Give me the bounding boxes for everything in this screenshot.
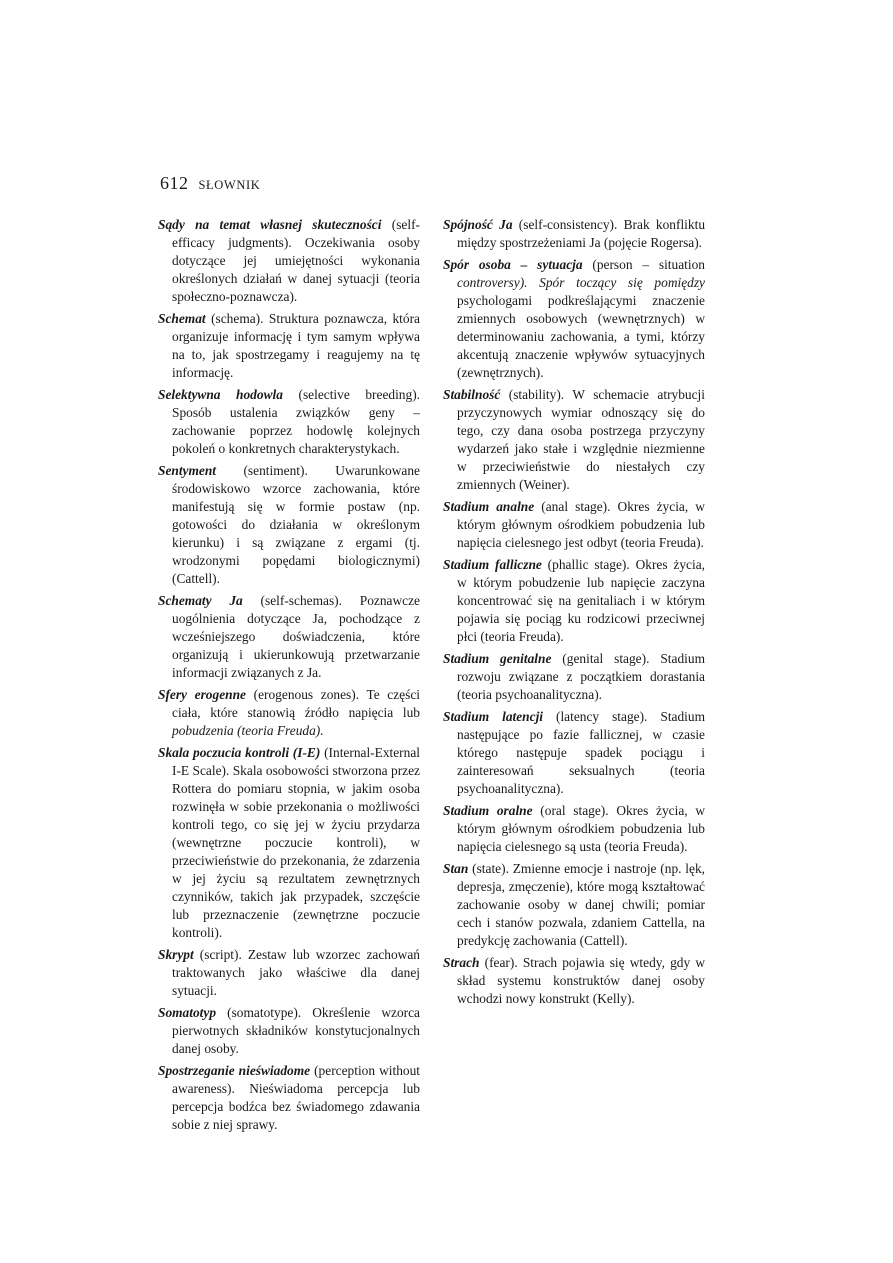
glossary-entry xyxy=(443,802,705,856)
entry-term: Sentyment xyxy=(158,463,217,478)
entry-term: Schematy Ja xyxy=(158,593,243,608)
entry-definition: (state). Zmienne emocje i nastroje (np. lęk, depresja, zmęczenie), które mogą kształtować zachowanie osoby w danej chwili; pomiar cech i stanów pozwala, zdaniem Cattella, na predykcję zachowania (Cattell). xyxy=(457,861,705,948)
entry-term: Stabilność xyxy=(443,387,501,402)
entry-definition: (fear). Strach pojawia się wtedy, gdy w skład systemu konstruktów danej osoby wchodzi nowy konstrukt (Kelly). xyxy=(457,955,705,1006)
glossary-entry xyxy=(443,556,705,646)
entry-definition-cont: psychologami podkreślającymi znaczenie zmiennych osobowych (wewnętrznych) w determinowaniu zachowania, a tymi, którzy akcentują znaczenie wpływów sytuacyjnych (zewnętrznych). xyxy=(457,293,705,380)
entry-term: Spostrzeganie nieświadome xyxy=(158,1063,311,1078)
glossary-entry xyxy=(158,216,420,306)
glossary-entry xyxy=(158,946,420,1000)
entry-definition: (script). Zestaw lub wzorzec zachowań traktowanych jako właściwe dla danej sytuacji. xyxy=(172,947,420,998)
entry-definition: (perception without awareness). Nieświadoma percepcja lub percepcja bodźca bez świadomego zdawania sobie z niej sprawy. xyxy=(172,1063,420,1132)
entry-definition: (person – situation xyxy=(582,257,705,272)
glossary-column-left xyxy=(158,216,420,1138)
entry-term: Skala poczucia kontroli (I-E) xyxy=(158,745,321,760)
entry-definition: (genital stage). Stadium rozwoju związane z początkiem dorastania (teoria psychoanalityczna). xyxy=(457,651,705,702)
entry-definition: (oral stage). Okres życia, w którym głównym ośrodkiem pobudzenia lub napięcia cielesnego są usta (teoria Freuda). xyxy=(457,803,705,854)
entry-definition: (sentiment). Uwarunkowane środowiskowo wzorce zachowania, które manifestują się w formie postaw (np. gotowości do działania w określonym kierunku) i są związane z ergami (tj. wrodzonymi popędami biologicznymi) (Cattell). xyxy=(172,463,420,586)
glossary-entry xyxy=(443,256,705,382)
glossary-entry xyxy=(158,744,420,942)
entry-definition: (self-consistency). Brak konfliktu między spostrzeżeniami Ja (pojęcie Rogersa). xyxy=(457,217,706,250)
entry-term: Stadium oralne xyxy=(443,803,533,818)
glossary-entry xyxy=(443,216,705,252)
entry-term: Spójność Ja xyxy=(443,217,513,232)
glossary-entry xyxy=(443,708,705,798)
entry-term: Somatotyp xyxy=(158,1005,217,1020)
entry-definition: (somatotype). Określenie wzorca pierwotnych składników konstytucjonalnych danej osoby. xyxy=(172,1005,420,1056)
entry-definition: (self-schemas). Poznawcze uogólnienia dotyczące Ja, pochodzące z wcześniejszego doświadczenia, które organizują i ukierunkowują przetwarzanie informacji związanych z Ja. xyxy=(172,593,420,680)
entry-term: Stadium latencji xyxy=(443,709,544,724)
glossary-entry xyxy=(158,592,420,682)
entry-definition: (selective breeding). Sposób ustalenia związków geny – zachowanie poprzez hodowlę kolejnych pokoleń o konkretnych charakterystykach. xyxy=(172,387,421,456)
entry-definition-italic: controversy). Spór toczący się pomiędzy xyxy=(457,275,705,290)
entry-term: Stadium genitalne xyxy=(443,651,552,666)
entry-term: Schemat xyxy=(158,311,206,326)
glossary-entry xyxy=(158,386,420,458)
glossary-entry xyxy=(443,650,705,704)
running-head: SŁOWNIK xyxy=(198,178,261,192)
entry-definition-italic: pobudzenia (teoria Freuda). xyxy=(172,723,324,738)
entry-definition: (stability). W schemacie atrybucji przyczynowych wymiar odnoszący się do tego, czy dana osoba postrzega przyczyny wydarzeń jako stałe i względnie niezmienne w przeciwieństwie do niestałych czy zmiennych (Weiner). xyxy=(457,387,705,492)
glossary-entry xyxy=(158,686,420,740)
glossary-entry xyxy=(158,1004,420,1058)
entry-term: Spór osoba – sytuacja xyxy=(443,257,583,272)
glossary-entry xyxy=(443,954,705,1008)
entry-definition: (phallic stage). Okres życia, w którym pobudzenie lub napięcie zaczyna koncentrować się na genitaliach i w którym pojawia się pociąg ku rodzicowi przeciwnej płci (teoria Freuda). xyxy=(457,557,705,644)
entry-term: Sądy na temat własnej skuteczności xyxy=(158,217,382,232)
page-number: 612 xyxy=(160,173,189,193)
glossary-entry xyxy=(158,462,420,588)
entry-definition: (anal stage). Okres życia, w którym głównym ośrodkiem pobudzenia lub napięcia cielesnego jest odbyt (teoria Freuda). xyxy=(457,499,705,550)
glossary-entry xyxy=(443,386,705,494)
glossary-entry xyxy=(158,310,420,382)
entry-term: Selektywna hodowla xyxy=(158,387,283,402)
entry-term: Skrypt xyxy=(158,947,194,962)
glossary-entry xyxy=(443,860,705,950)
glossary-entry xyxy=(158,1062,420,1134)
glossary-entry xyxy=(443,498,705,552)
entry-term: Sfery erogenne xyxy=(158,687,246,702)
entry-definition: (latency stage). Stadium następujące po fazie fallicznej, w czasie którego następuje spadek pociągu i zainteresowań seksualnych (teoria psychoanalityczna). xyxy=(457,709,706,796)
glossary-column-right xyxy=(443,216,705,1012)
page-header xyxy=(160,173,260,194)
entry-definition: (self-efficacy judgments). Oczekiwania osoby dotyczące jej umiejętności wykonania określonych działań w danej sytuacji (teoria społeczno-poznawcza). xyxy=(172,217,420,304)
entry-definition: (schema). Struktura poznawcza, która organizuje informację i tym samym wpływa na to, jak spostrzegamy i reagujemy na tę informację. xyxy=(172,311,420,380)
entry-term: Strach xyxy=(443,955,480,970)
entry-term: Stadium analne xyxy=(443,499,535,514)
entry-definition: (erogenous zones). Te części ciała, które stanowią źródło napięcia lub xyxy=(172,687,420,720)
entry-term: Stan xyxy=(443,861,469,876)
entry-term: Stadium falliczne xyxy=(443,557,542,572)
entry-definition: (Internal-External I-E Scale). Skala osobowości stworzona przez Rottera do pomiaru stopnia, w jakim osoba rozwinęła w sobie przekonania o możliwości kontroli tego, co się jej w życiu przydarza (wewnętrzne poczucie kontroli), w przeciwieństwie do przekonania, że zdarzenia w jej życiu są rezultatem zewnętrznych czynników, takich jak przypadek, szczęście lub przeznaczenie (zewnętrzne poczucie kontroli). xyxy=(172,745,421,940)
